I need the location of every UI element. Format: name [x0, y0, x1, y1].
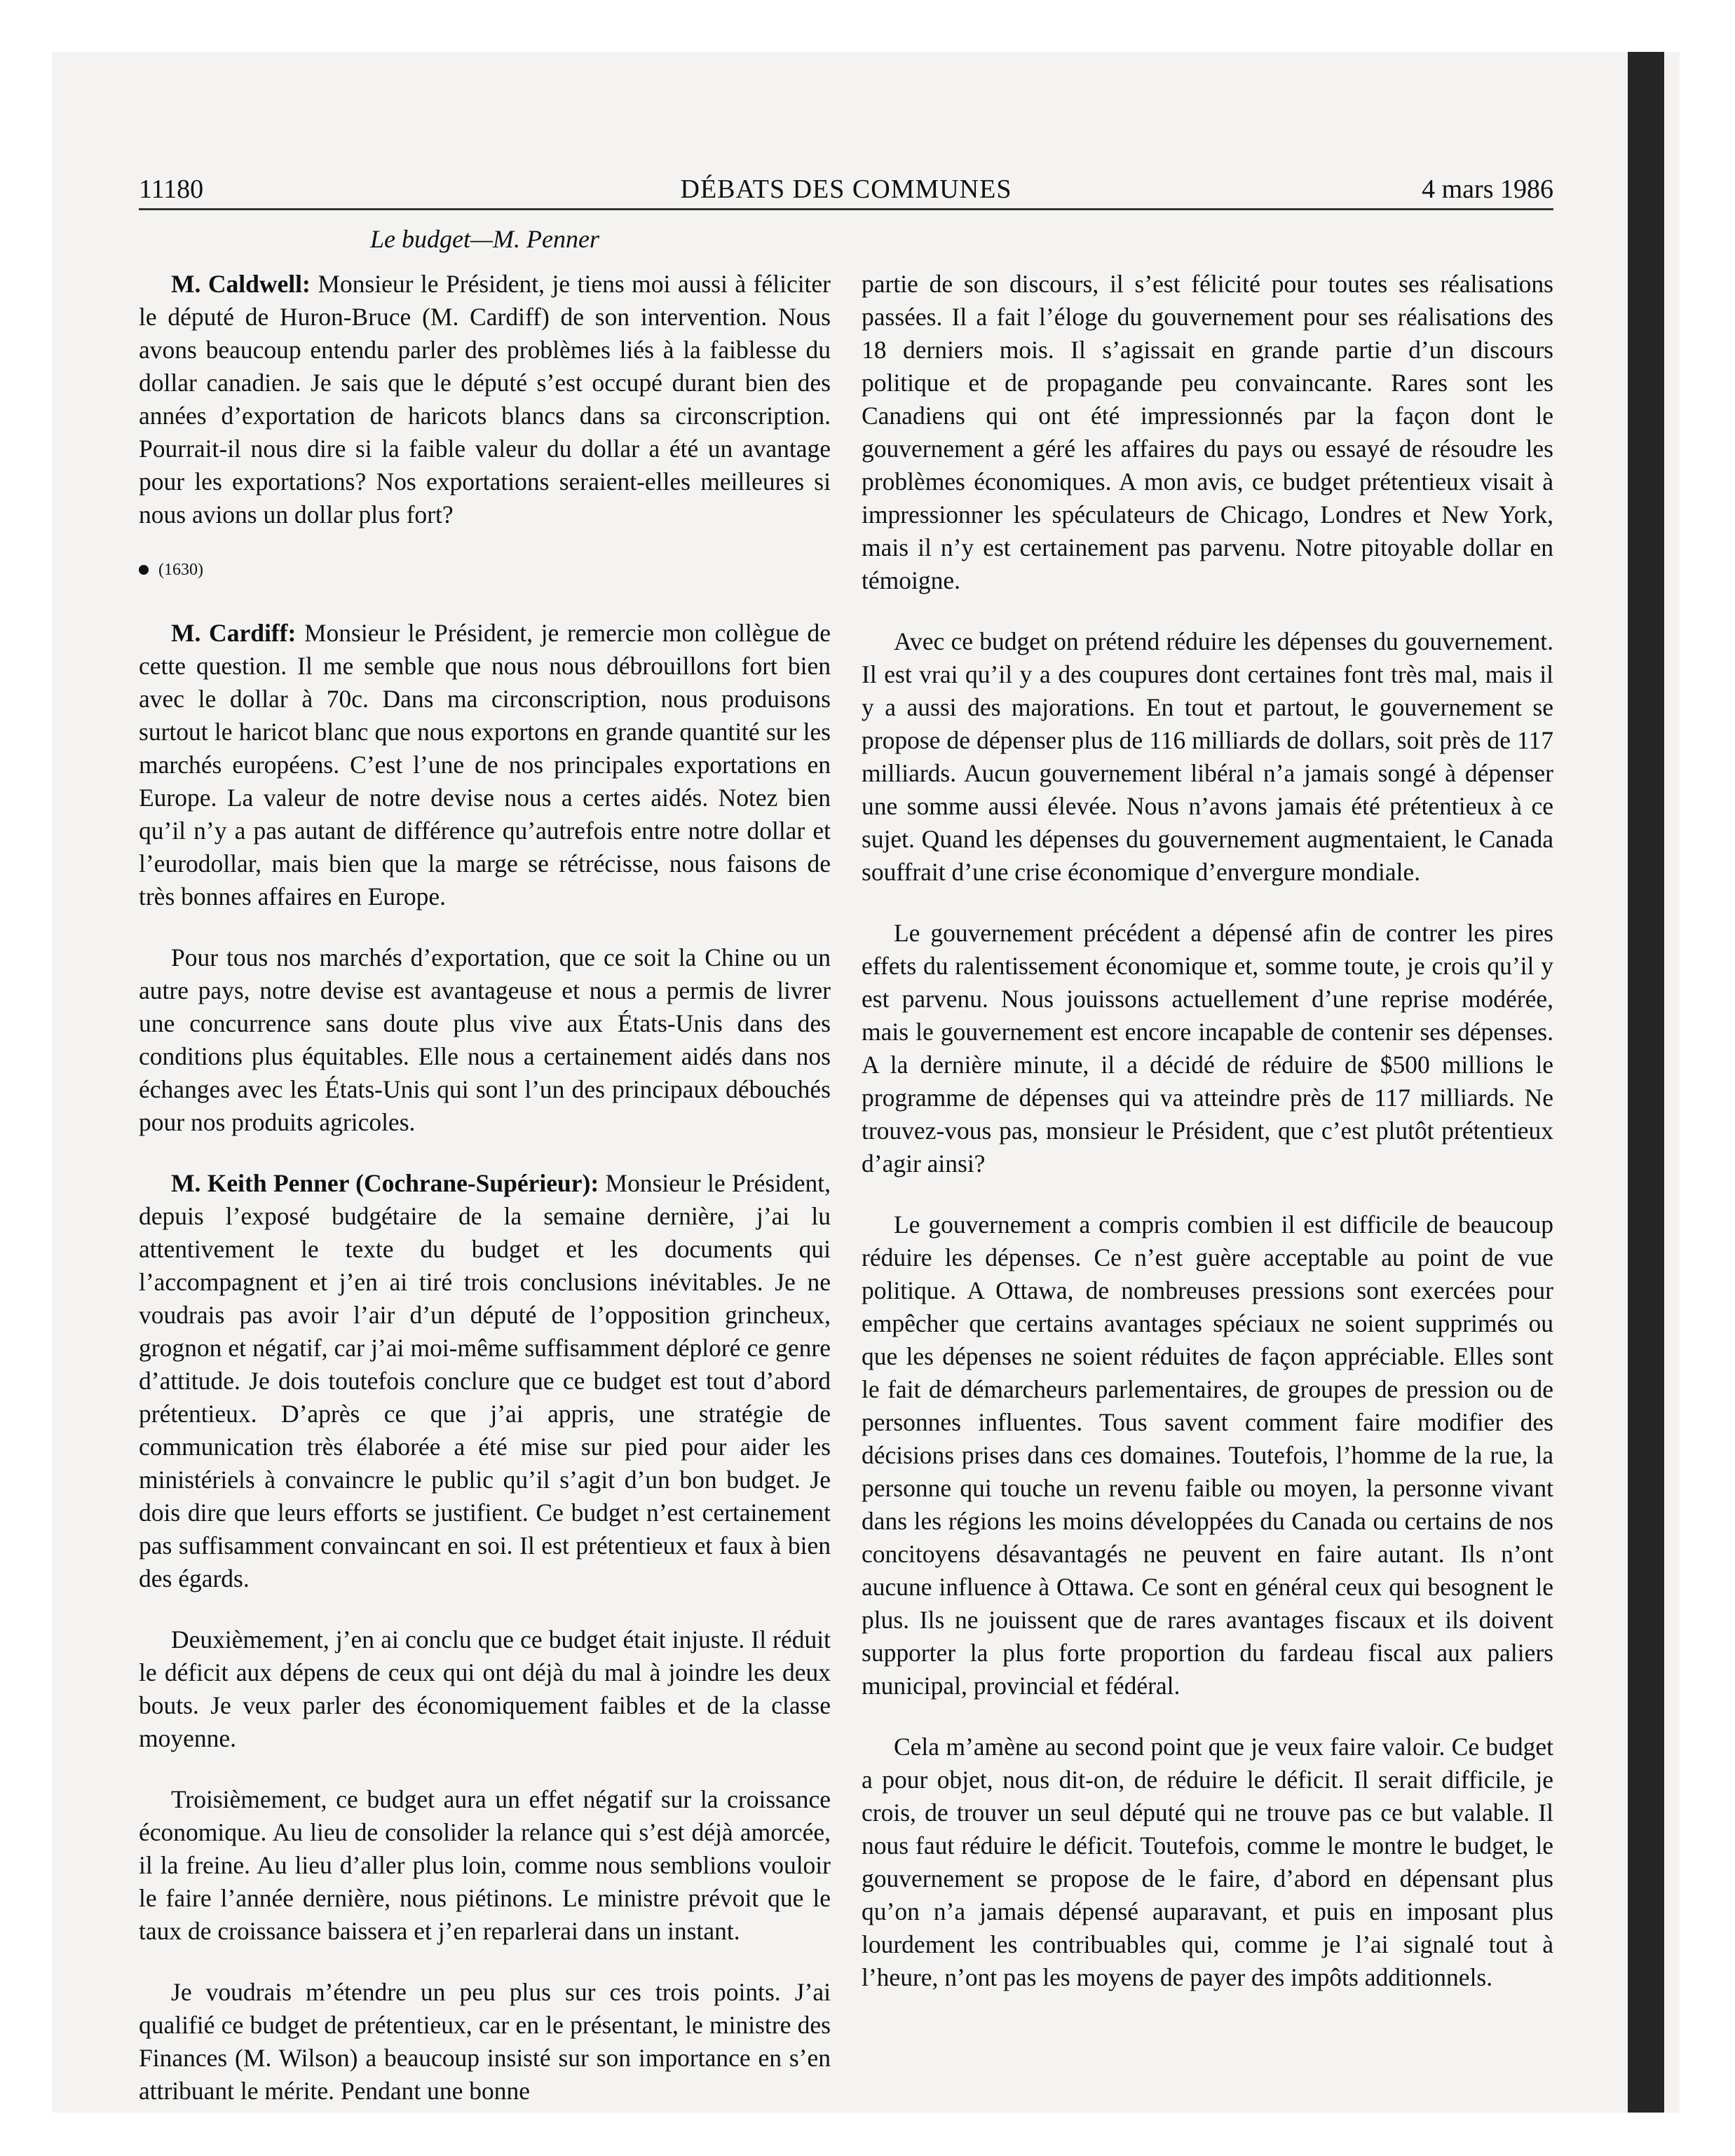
paragraph-cardiff [139, 617, 831, 913]
running-header [139, 172, 1553, 206]
paragraph-text: Monsieur le Président, je remercie mon collègue de cette question. Il me semble que nous nous débrouillons fort bien avec le dollar à 70c. Dans ma circonscription, nous produisons surtout le haricot blanc que nous exportons en grande quantité sur les marchés européens. C’est l’une de nos principales exportations en Europe. La valeur de notre devise nous a certes aidés. Notez bien qu’il n’y a pas autant de différence qu’autrefois entre notre dollar et l’eurodollar, mais bien que la marge se rétrécisse, nous faisons de très bonnes affaires en Europe. [139, 619, 831, 910]
paragraph-text: Monsieur le Président, je tiens moi aussi à féliciter le député de Huron-Bruce (M. Cardiff) de son intervention. Nous avons beaucoup entendu parler des problèmes liés à la faiblesse du dollar canadien. Je sais que le député s’est occupé durant bien des années d’exportation de haricots blancs dans sa circonscription. Pourrait-il nous dire si la faible valeur du dollar a été un avantage pour les exportations? Nos exportations seraient-elles meilleures si nous avions un dollar plus fort? [139, 270, 831, 528]
paragraph-caldwell [139, 268, 831, 531]
paragraph-text: Avec ce budget on prétend réduire les dépenses du gouvernement. Il est vrai qu’il y a des coupures dont certaines font très mal, mais il y a aussi des majorations. En tout et partout, le gouvernement se propose de dépenser plus de 116 milliards de dollars, soit près de 117 milliards. Aucun gouvernement libéral n’a jamais songé à dépenser une somme aussi élevée. Nous n’avons jamais été prétentieux à ce sujet. Quand les dépenses du gouvernement augmentaient, le Canada souffrait d’une crise économique d’envergure mondiale. [862, 627, 1553, 886]
paragraph-text: Pour tous nos marchés d’exportation, que ce soit la Chine ou un autre pays, notre devise est avantageuse et nous a permis de livrer une concurrence sans doute plus vive aux États-Unis dans des conditions plus équitables. Elle nous a certainement aidés dans nos échanges avec les États-Unis qui sont l’un des principaux débouchés pour nos produits agricoles. [139, 943, 831, 1136]
paragraph-text: Troisièmement, ce budget aura un effet négatif sur la croissance économique. Au lieu de consolider la relance qui s’est déjà amorcée, il la freine. Au lieu d’aller plus loin, comme nous semblions vouloir le faire l’année dernière, nous piétinons. Le ministre prévoit que le taux de croissance baissera et j’en reparlerai dans un instant. [139, 1785, 831, 1945]
time-marker-text: (1630) [158, 561, 203, 579]
paragraph-text: Deuxièmement, j’en ai conclu que ce budget était injuste. Il réduit le déficit aux dépens de ceux qui ont déjà du mal à joindre les deux bouts. Je veux parler des économiquement faibles et de la classe moyenne. [139, 1625, 831, 1752]
speaker-name: M. Cardiff: [171, 619, 297, 647]
paragraph-text: partie de son discours, il s’est félicité pour toutes ses réalisations passées. Il a fait l’éloge du gouvernement pour ses réalisations des 18 derniers mois. Il s’agissait en grande partie d’un discours politique et de propagande peu convaincante. Rares sont les Canadiens qui ont été impressionnés par la façon dont le gouvernement a géré les affaires du pays ou essayé de résoudre les problèmes économiques. A mon avis, ce budget prétentieux visait à impressionner les spéculateurs de Chicago, Londres et New York, mais il n’y est certainement pas parvenu. Notre pitoyable dollar en témoigne. [862, 270, 1553, 594]
paragraph-text: Le gouvernement a compris combien il est difficile de beaucoup réduire les dépenses. Ce n’est guère acceptable au point de vue politique. A Ottawa, de nombreuses pressions sont exercées pour empêcher que certains avantages spéciaux ne soient supprimés ou que les dépenses ne soient réduites de façon appréciable. Elles sont le fait de démarcheurs parlementaires, de groupes de pression ou de personnes influentes. Tous savent comment faire modifier des décisions prises dans ces domaines. Toutefois, l’homme de la rue, la personne qui touche un revenu faible ou moyen, la personne vivant dans les régions les moins développées du Canada ou certains de nos concitoyens désavantagés ne peuvent en faire autant. Ils n’ont aucune influence à Ottawa. Ce sont en général ceux qui besognent le plus. Ils ne jouissent que de rares avantages fiscaux et ils doivent supporter la plus forte proportion du fardeau fiscal aux paliers municipal, provincial et fédéral. [862, 1210, 1553, 1700]
right-column [862, 268, 1553, 2022]
paragraph-text: Monsieur le Président, depuis l’exposé budgétaire de la semaine dernière, j’ai lu attentivement le texte du budget et les documents qui l’accompagnent et j’en ai tiré trois conclusions inévitables. Je ne voudrais pas avoir l’air d’un député de l’opposition grincheux, grognon et négatif, car j’ai moi-même suffisamment déploré ce genre d’attitude. Je dois toutefois conclure que ce budget est tout d’abord prétentieux. D’après ce que j’ai appris, une stratégie de communication très élaborée a été mise sur pied pour aider les ministériels à convaincre le public qu’il s’agit d’un bon budget. Je dois dire que leurs efforts se justifient. Ce budget n’est certainement pas suffisamment convaincant en soi. Il est prétentieux et faux à bien des égards. [139, 1169, 831, 1592]
paragraph-text: Cela m’amène au second point que je veux faire valoir. Ce budget a pour objet, nous dit-on, de réduire le déficit. Il serait difficile, je crois, de trouver un seul député qui ne trouve pas ce but valable. Il nous faut réduire le déficit. Toutefois, comme le montre le budget, le gouvernement se propose de le faire, d’abord en dépensant plus qu’on n’a jamais dépensé auparavant, et puis en imposant plus lourdement les contribuables qui, comme je l’ai signalé tout à l’heure, n’ont pas les moyens de payer des impôts additionnels. [862, 1733, 1553, 1991]
time-marker [139, 559, 831, 580]
paragraph-penner [139, 1167, 831, 1595]
speaker-name: M. Caldwell: [171, 270, 311, 298]
scan-edge-bar [1628, 52, 1664, 2113]
journal-title: DÉBATS DES COMMUNES [680, 175, 1012, 204]
page-number: 11180 [139, 175, 204, 204]
paragraph-text: Le gouvernement précédent a dépensé afin de contrer les pires effets du ralentissement économique et, somme toute, je crois qu’il y est parvenu. Nous jouissons actuellement d’une reprise modérée, mais le gouvernement est encore incapable de contenir ses dépenses. A la dernière minute, il a décidé de réduire de $500 millions le programme de dépenses qui va atteindre près de 117 milliards. Ne trouvez-vous pas, monsieur le Président, que c’est plutôt prétentieux d’agir ainsi? [862, 919, 1553, 1178]
paragraph-text: Je voudrais m’étendre un peu plus sur ces trois points. J’ai qualifié ce budget de prétentieux, car en le présentant, le ministre des Finances (M. Wilson) a beaucoup insisté sur son importance en s’en attribuant le mérite. Pendant une bonne [139, 1978, 831, 2105]
section-title: Le budget—M. Penner [370, 225, 599, 253]
issue-date: 4 mars 1986 [1422, 175, 1553, 204]
header-rule [139, 208, 1553, 210]
bullet-icon [139, 565, 149, 575]
speaker-name: M. Keith Penner (Cochrane-Supérieur): [171, 1169, 599, 1197]
left-column [139, 268, 831, 2136]
